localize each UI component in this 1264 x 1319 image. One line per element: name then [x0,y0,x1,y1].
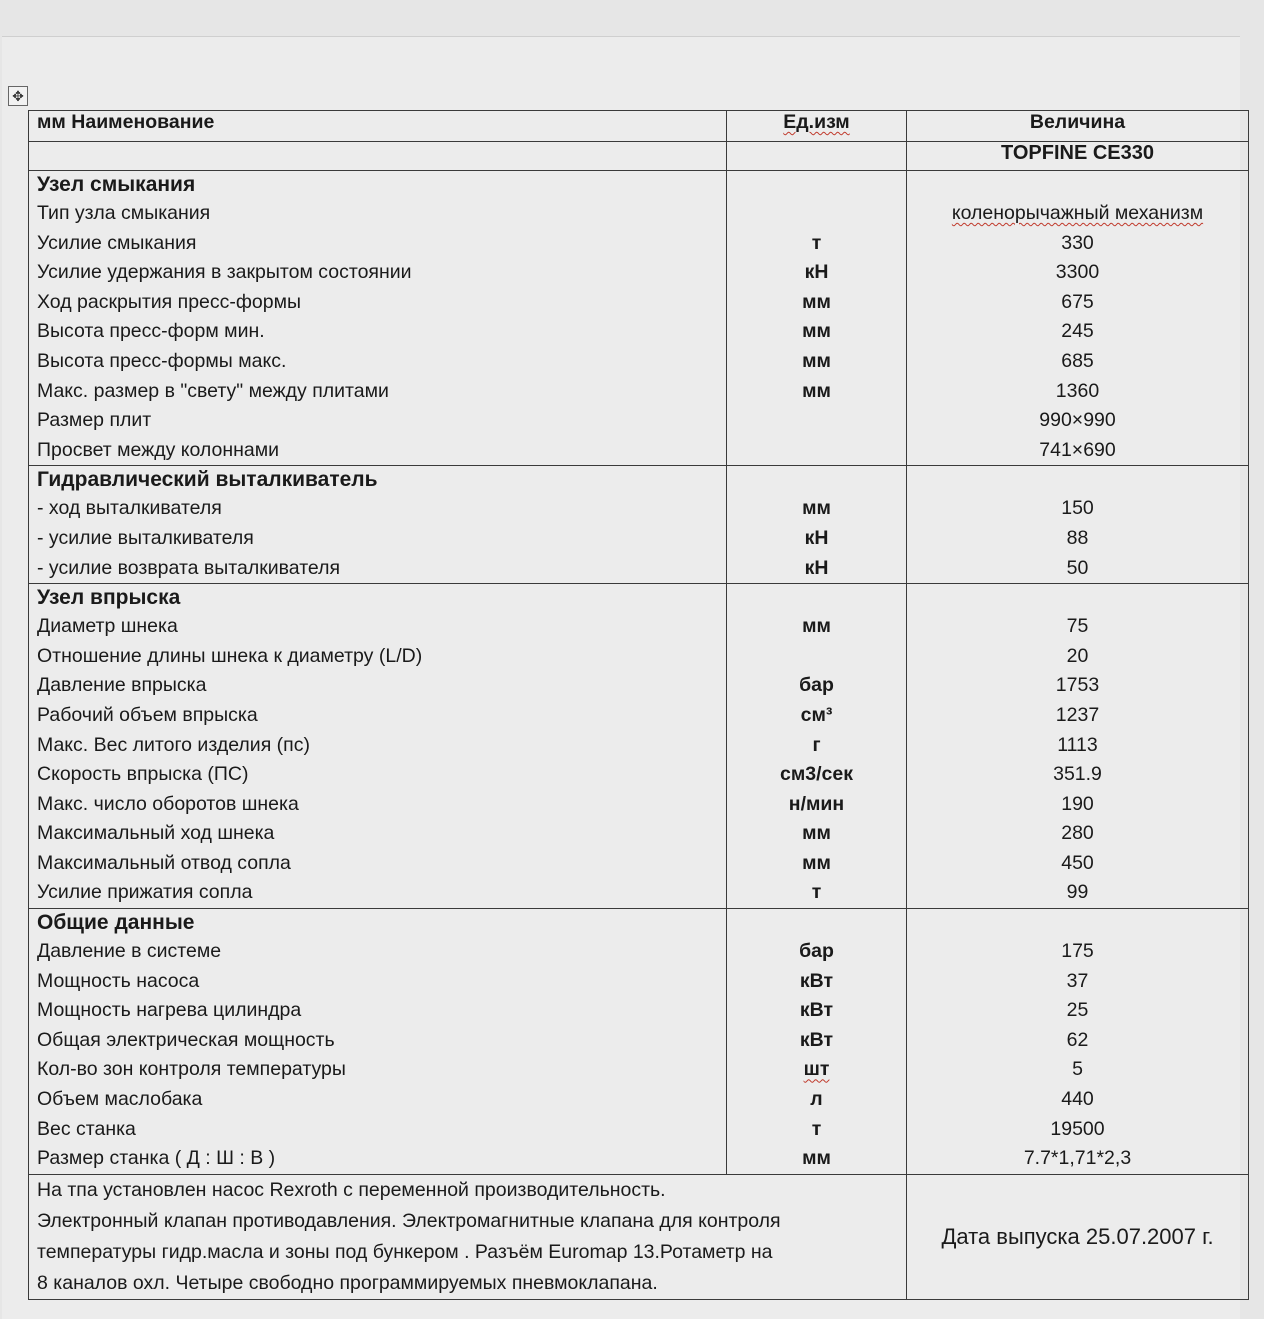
param-value: 25 [1066,999,1089,1022]
param-name: Усилие удержания в закрытом состоянии [37,261,412,284]
param-name: Просвет между колоннами [37,438,280,461]
param-name: Высота пресс-форм мин. [37,320,265,343]
param-name: Высота пресс-формы макс. [37,349,287,372]
spec-table [28,110,1249,1300]
param-value: 1113 [1057,733,1098,756]
param-unit: кН [804,556,829,579]
param-value: 450 [1061,851,1094,874]
param-unit [735,436,898,466]
param-unit: л [810,1088,823,1111]
param-value: 675 [1061,290,1094,313]
param-value: 280 [1061,822,1094,845]
param-name: - ход выталкивателя [37,497,222,520]
param-value: коленорычажный механизм [951,202,1204,224]
param-name: Макс. Вес литого изделия (пс) [37,733,310,756]
param-value: 330 [1061,231,1094,254]
param-name: Макс. размер в "свету" между плитами [37,379,389,402]
table-header-row [29,111,1249,142]
param-name: Давление впрыска [37,674,207,697]
param-value: 37 [1066,969,1089,992]
param-unit: кН [804,261,829,284]
param-name: Ход раскрытия пресс-формы [37,290,302,313]
param-unit: бар [799,674,834,697]
model-name: TOPFINE CE330 [907,142,1249,171]
param-name: Размер станка ( Д : Ш : В ) [37,1147,276,1170]
param-unit: т [811,881,822,904]
notes-text [29,1174,907,1299]
param-value: 1237 [1055,703,1100,726]
param-name: Усилие прижатия сопла [37,881,253,904]
param-name: Макс. число оборотов шнека [37,792,299,815]
param-name: Вес станка [37,1117,136,1140]
param-value: 685 [1061,349,1094,372]
param-unit: бар [799,940,834,963]
param-unit: мм [802,349,831,372]
section-title: Общие данные [37,911,195,935]
param-unit: мм [802,320,831,343]
param-value: 75 [1066,615,1089,638]
notes-line: температуры гидр.масла и зоны под бункером . Разъём Euromap 13.Ротаметр на [37,1240,773,1263]
model-row [29,142,1249,171]
param-unit: т [811,1117,822,1140]
move-handle-icon[interactable]: ✥ [8,86,28,106]
param-unit: мм [802,497,831,520]
header-unit: Ед.изм [783,111,850,133]
param-name: Мощность насоса [37,969,200,992]
section-title: Гидравлический выталкиватель [37,468,378,492]
param-name: Размер плит [37,409,152,432]
header-name: мм Наименование [29,111,727,142]
param-unit [735,406,898,436]
param-value: 150 [1061,497,1094,520]
param-unit: мм [802,379,831,402]
param-name: Усилие смыкания [37,231,197,254]
section-clamping [29,171,1249,466]
param-name: Рабочий объем впрыска [37,703,258,726]
param-name: Отношение длины шнека к диаметру (L/D) [37,644,423,667]
param-value: 351.9 [1053,763,1102,786]
param-value: 62 [1066,1028,1089,1051]
param-name: Диаметр шнека [37,615,178,638]
param-unit [735,642,898,672]
param-name: Общая электрическая мощность [37,1028,335,1051]
section-ejector [29,466,1249,584]
param-name: Давление в системе [37,940,222,963]
section-title: Узел впрыска [37,586,181,610]
param-unit: шт [803,1058,830,1081]
param-unit: мм [802,615,831,638]
param-value: 20 [1066,644,1089,667]
param-value: 19500 [1050,1117,1105,1140]
param-unit: г [812,733,821,756]
notes-line: Электронный клапан противодавления. Электромагнитные клапана для контроля [37,1209,781,1232]
param-name: Тип узла смыкания [37,202,211,224]
param-value: 99 [1066,881,1089,904]
param-unit: см3/сек [780,763,853,786]
param-value: 175 [1061,940,1094,963]
param-name: - усилие возврата выталкивателя [37,556,341,579]
header-value: Величина [907,111,1249,142]
param-unit: кВт [799,1028,834,1051]
param-value: 88 [1066,526,1089,549]
param-unit: мм [802,851,831,874]
param-value: 1753 [1055,674,1100,697]
param-name: Объем маслобака [37,1088,203,1111]
param-unit: н/мин [788,792,845,815]
param-unit [735,199,898,229]
param-value: 3300 [1055,261,1100,284]
notes-row [29,1174,1249,1299]
param-name: Максимальный отвод сопла [37,851,291,874]
release-date: Дата выпуска 25.07.2007 г. [907,1174,1249,1299]
section-general [29,909,1249,1175]
notes-line: На тпа установлен насос Rexroth с переменной производительность. [37,1178,666,1201]
param-unit: мм [802,290,831,313]
param-value: 245 [1061,320,1094,343]
param-unit: т [811,231,822,254]
param-value: 190 [1061,792,1094,815]
section-title: Узел смыкания [37,173,196,196]
param-unit: мм [802,822,831,845]
param-value: 440 [1061,1088,1094,1111]
param-name: Скорость впрыска (ПС) [37,763,249,786]
param-unit: кВт [799,999,834,1022]
param-unit: мм [802,1147,831,1170]
param-value: 741×690 [1039,438,1116,461]
param-value: 1360 [1055,379,1100,402]
param-name: Кол-во зон контроля температуры [37,1058,346,1081]
param-value: 7.7*1,71*2,3 [1023,1147,1132,1170]
notes-line: 8 каналов охл. Четыре свободно программируемых пневмоклапана. [37,1271,658,1294]
section-injection [29,584,1249,909]
param-unit: кВт [799,969,834,992]
param-value: 990×990 [1039,409,1116,432]
param-name: Максимальный ход шнека [37,822,275,845]
param-name: - усилие выталкивателя [37,526,254,549]
param-value: 50 [1066,556,1089,579]
param-value: 5 [1072,1058,1083,1081]
param-unit: кН [804,526,829,549]
param-unit: см³ [800,703,833,726]
param-name: Мощность нагрева цилиндра [37,999,302,1022]
